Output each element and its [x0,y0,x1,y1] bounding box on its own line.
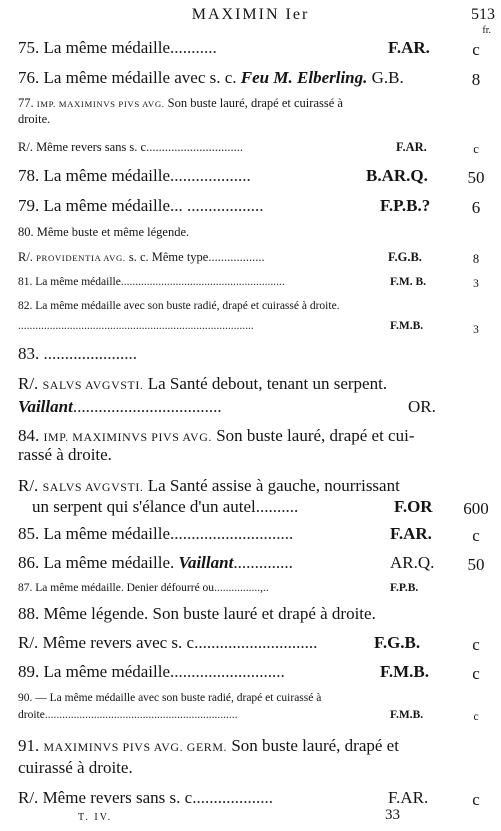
entry-text: La même médaille. [43,553,175,572]
coin-legend: MAXIMINVS PIVS AVG. GERM. [43,740,228,754]
entry-text: Son buste lauré, drapé et [231,736,399,755]
entry-text: La même médaille [35,276,121,288]
entry-price: 600 [463,499,489,518]
entry-87 [18,582,478,594]
entry-number: 87. [18,582,33,594]
leader-dots: ........................... [170,662,285,681]
entry-90 [18,692,478,704]
leader-dots: .................. [208,250,265,264]
leader-dots: ................................... [72,397,222,416]
entry-text: Même revers sans s. c [36,140,147,154]
page-number: 513 [471,6,495,23]
metal-code: F.OR [394,497,433,516]
leader-dots: ............................. [194,633,318,652]
leader-dots: .......... [255,497,299,516]
entry-90-line2 [18,709,478,721]
entry-reverse-3-line2 [18,397,478,417]
entry-text: droite [18,709,45,721]
metal-code: F.G.B. [374,633,421,652]
entry-number: R/. [18,140,33,154]
entry-number: 78. [18,166,40,185]
entry-reverse-3 [18,374,478,394]
entry-88 [18,604,478,624]
entry-number: 79. [18,196,40,215]
entry-text: La même médaille. Denier défourré ou [35,582,215,594]
source-note: Vaillant [18,397,73,416]
metal-code: F.M.B. [380,662,429,681]
entry-price: 8 [472,252,480,266]
entry-price: c [472,526,480,545]
leader-dots: ................................................................... [44,709,238,721]
entry-text: La même médaille [43,166,170,185]
entry-reverse-5 [18,633,478,653]
entry-text: Son buste lauré, drapé et cuirassé à [167,96,343,110]
entry-price: 50 [467,168,485,187]
entry-number: 89. [18,662,40,681]
entry-reverse-1 [18,140,478,155]
entry-83 [18,344,478,364]
entry-75 [18,38,478,58]
entry-number: 81. [18,276,33,288]
entry-text: La Santé assise à gauche, nourrissant [147,476,400,495]
metal-code: OR. [408,397,436,416]
leader-dots: ............................. [170,524,294,543]
entry-text: La même médaille [43,662,170,681]
leader-dots: ...................... [43,344,137,363]
entry-price: 3 [473,278,479,290]
entry-number: 80. [18,225,34,239]
volume-label: T. IV. [78,812,113,823]
metal-code: F.M. B. [390,276,426,288]
entry-number: 86. [18,553,40,572]
entry-number: R/. [18,476,39,495]
entry-77-line2: droite. [18,112,51,126]
leader-dots: .............. [233,553,293,572]
entry-text: La même médaille avec son buste radié, drapé et cuirassé à droite. [35,300,340,312]
entry-89 [18,662,478,682]
entry-price: c [472,40,480,59]
entry-price: c [473,142,479,156]
metal-code: F.AR. [396,140,427,154]
entry-reverse-6 [18,788,478,808]
coin-legend: PROVIDENTIA AVG. [36,253,126,263]
entry-number: 83. [18,344,40,363]
metal-code: G.B. [371,68,404,87]
entry-number: 77. [18,96,34,110]
entry-84-line2: rassé à droite. [18,445,112,464]
signature-mark: 33 [385,807,400,823]
entry-text: La même médaille [43,524,170,543]
metal-code: F.P.B. [390,582,419,594]
entry-91 [18,736,478,756]
leader-dots: ......................................................... [120,276,285,288]
coin-legend: IMP. MAXIMINVS PIVS AVG. [36,99,165,109]
leader-dots: ................,.. [214,582,269,594]
entry-price: 6 [471,198,481,217]
entry-reverse-2 [18,250,478,265]
entry-price: c [473,711,479,723]
leader-dots: ............................... [146,140,243,154]
coin-legend: IMP. MAXIMINVS PIVS AVG. [43,430,212,444]
metal-code: F.P.B.? [380,196,431,215]
entry-number: 85. [18,524,40,543]
entry-82 [18,300,478,312]
entry-text: Même légende. Son buste lauré et drapé à droite. [43,604,376,623]
entry-number: R/. [18,633,39,652]
entry-reverse-4-line2 [18,497,478,517]
entry-text: La même médaille avec s. c. [43,68,237,87]
entry-price: c [472,790,480,809]
entry-price: 8 [471,70,481,89]
leader-dots: ................... [192,788,273,807]
entry-86 [18,553,478,573]
leader-dots: ................... [170,166,251,185]
entry-text: — La même médaille avec son buste radié, drapé et cuirassé à [35,692,322,704]
price-unit-label: fr. [482,25,491,36]
entry-82-line2 [18,320,478,332]
metal-code: F.M.B. [390,709,424,721]
entry-number: 84. [18,426,40,445]
entry-number: 76. [18,68,40,87]
metal-code: B.AR.Q. [366,166,428,185]
metal-code: F.AR. [390,524,432,543]
metal-code: F.M.B. [390,320,424,332]
entry-77 [18,96,478,111]
entry-78 [18,166,478,186]
entry-number: 82. [18,300,33,312]
entry-91-line2: cuirassé à droite. [18,758,133,777]
leader-dots: .................................................................................. [18,320,254,332]
entry-number: R/. [18,250,33,264]
entry-text: Même buste et même légende. [36,225,190,239]
entry-number: R/. [18,374,39,393]
entry-text: Même revers sans s. c [42,788,193,807]
entry-number: 75. [18,38,40,57]
entry-text: Même revers avec s. c [42,633,195,652]
entry-price: 3 [473,324,479,336]
entry-number: 88. [18,604,40,623]
entry-76 [18,68,478,88]
entry-number: R/. [18,788,39,807]
entry-80 [18,225,478,240]
entry-price: 50 [467,555,485,574]
entry-price: c [472,664,480,683]
entry-text: La même médaille [43,196,170,215]
entry-price: c [472,635,480,654]
entry-85 [18,524,478,544]
entry-text: Son buste lauré, drapé et cui- [216,426,415,445]
entry-number: 90. [18,692,33,704]
metal-code: F.G.B. [388,250,422,264]
coin-legend: SALVS AVGVSTI. [42,480,144,494]
entry-84 [18,426,478,446]
page-title: MAXIMIN Ier [191,6,310,23]
entry-reverse-4 [18,476,478,496]
entry-text: s. c. Même type [128,250,209,264]
entry-text: La Santé debout, tenant un serpent. [147,374,388,393]
metal-code: F.AR. [388,38,430,57]
entry-81 [18,276,478,288]
source-note: Vaillant [178,553,234,572]
entry-text: La même médaille [43,38,170,57]
metal-code: AR.Q. [390,553,435,572]
leader-dots: ........... [170,38,217,57]
entry-text: un serpent qui s'élance d'un autel [32,497,256,516]
entry-79 [18,196,478,216]
coin-legend: SALVS AVGVSTI. [42,378,144,392]
metal-code: F.AR. [388,788,429,807]
source-note: Feu M. Elberling. [240,68,368,87]
entry-number: 91. [18,736,40,755]
leader-dots: ... .................. [170,196,264,215]
